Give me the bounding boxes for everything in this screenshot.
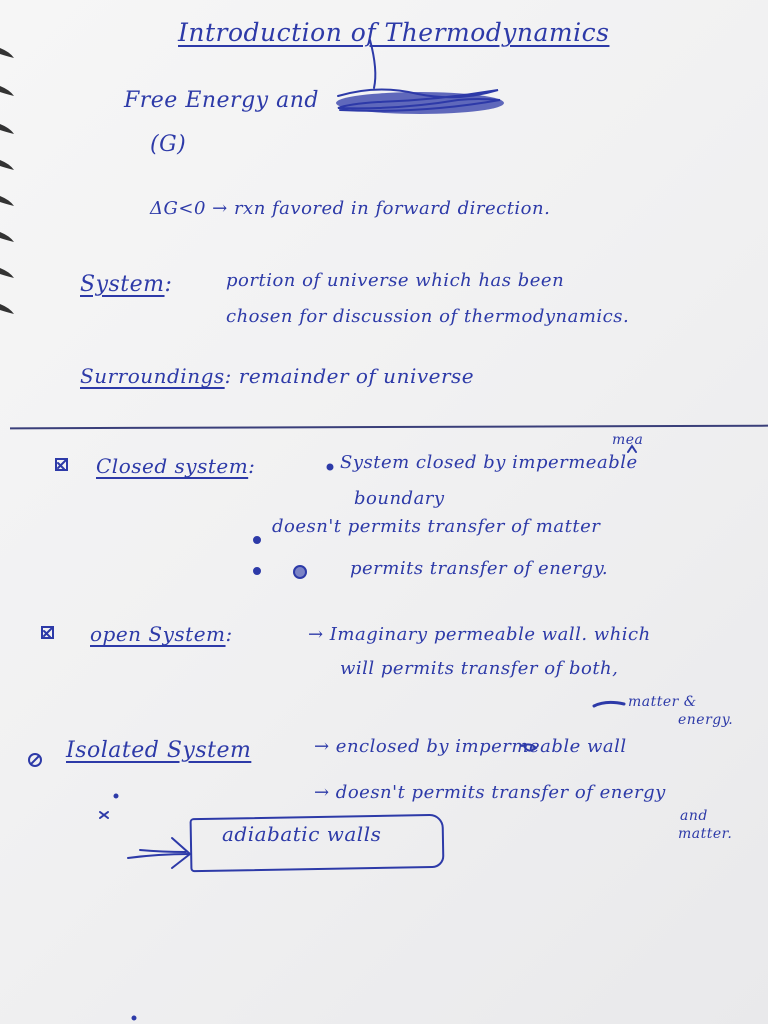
- free-energy-line: Free Energy and: [124, 88, 319, 113]
- closed-insert-mark: mea: [612, 432, 644, 448]
- bullet-scribble-icon: [29, 754, 41, 766]
- system-definition: [80, 272, 172, 297]
- system-sep: :: [164, 272, 173, 297]
- isolated-system-term: Isolated System: [66, 738, 252, 763]
- isolated-line-2: → doesn't permits transfer of energy: [314, 782, 666, 803]
- spiral-binding-icon: [0, 20, 24, 340]
- closed-bullet-3: permits transfer of energy.: [350, 558, 609, 579]
- isolated-line-3: and: [680, 808, 708, 824]
- system-line-1: portion of universe which has been: [226, 270, 565, 291]
- section-divider: [10, 425, 768, 430]
- surroundings-definition: [80, 364, 474, 388]
- surroundings-term: Surroundings: [80, 364, 225, 388]
- open-line-4: energy.: [678, 712, 734, 728]
- surroundings-sep: :: [224, 364, 232, 388]
- checkbox-icon: [42, 627, 53, 638]
- closed-system-heading: [96, 454, 255, 478]
- adiabatic-walls-label: adiabatic walls: [222, 822, 382, 846]
- checkbox-icon: [56, 459, 67, 470]
- open-system-sep: :: [225, 622, 233, 646]
- open-line-3: matter &: [628, 694, 697, 710]
- system-term: System: [80, 272, 165, 297]
- open-line-2: will permits transfer of both,: [340, 658, 619, 679]
- delta-g-statement: ΔG<0 → rxn favored in forward direction.: [150, 198, 551, 219]
- scribble-icon: [336, 89, 504, 114]
- star-mark-icon: [100, 795, 118, 819]
- system-line-2: chosen for discussion of thermodynamics.: [226, 306, 630, 327]
- free-energy-symbol: (G): [150, 132, 187, 157]
- arrow-icon: [128, 838, 190, 868]
- open-line-1: → Imaginary permeable wall. which: [308, 624, 651, 645]
- bullet-scribble-icon: [294, 566, 306, 578]
- open-system-heading: [90, 622, 233, 646]
- open-system-term: open System: [90, 622, 226, 646]
- closed-system-term: Closed system: [96, 454, 249, 478]
- closed-bullet-2: doesn't permits transfer of matter: [272, 516, 601, 537]
- closed-line-2: boundary: [354, 488, 445, 509]
- closed-system-sep: :: [248, 454, 256, 478]
- surroundings-text: remainder of universe: [238, 364, 475, 388]
- closed-line-1: System closed by impermeable: [340, 452, 638, 473]
- isolated-line-4: matter.: [678, 826, 733, 842]
- page-title: Introduction of Thermodynamics: [178, 18, 610, 47]
- isolated-line-1: → enclosed by impermeable wall: [314, 736, 627, 757]
